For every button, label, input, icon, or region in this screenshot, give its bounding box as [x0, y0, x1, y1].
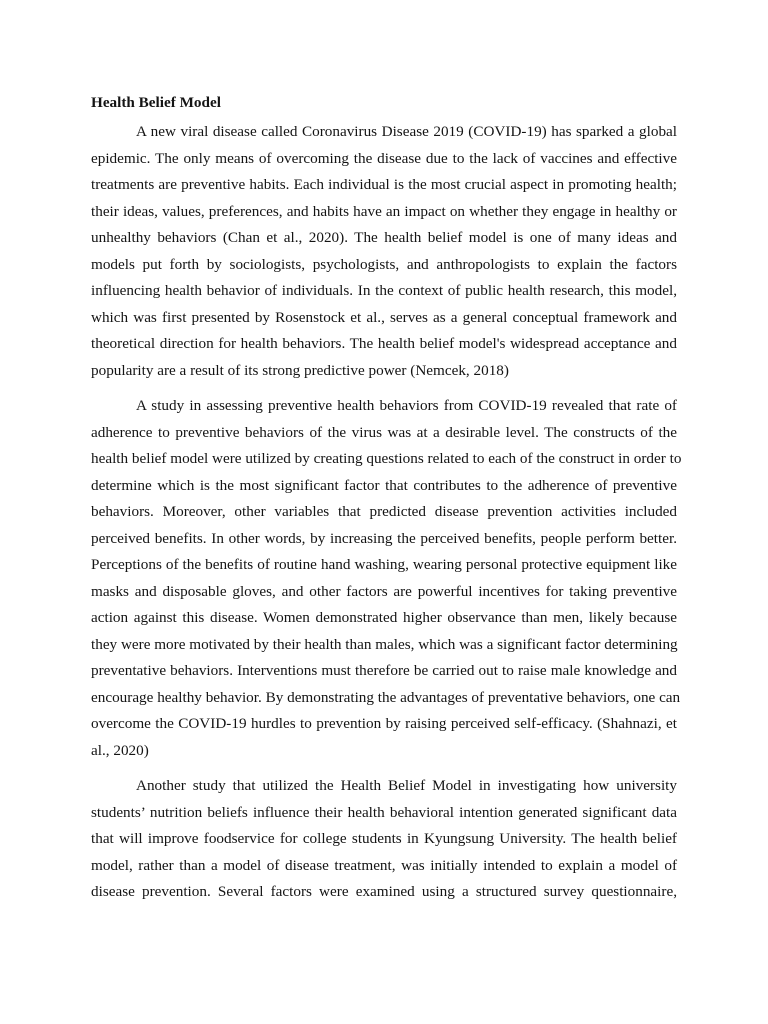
paragraph-line: A new viral disease called Coronavirus Disease 2019 (COVID-19) has sparked a global — [136, 123, 677, 140]
paragraph-line: A study in assessing preventive health behaviors from COVID-19 revealed that rate of — [136, 397, 677, 414]
paragraph-line: adherence to preventive behaviors of the virus was at a desirable level. The constructs of the — [91, 423, 677, 441]
paragraph-line: popularity are a result of its strong predictive power (Nemcek, 2018) — [91, 361, 509, 379]
paragraph-line: encourage healthy behavior. By demonstrating the advantages of preventative behaviors, one can — [91, 688, 681, 706]
paragraph-line: their ideas, values, preferences, and habits have an impact on whether they engage in healthy or — [91, 202, 677, 220]
paragraph-2 — [91, 393, 682, 764]
paragraph-line: treatments are preventive habits. Each individual is the most crucial aspect in promoting health; — [91, 176, 677, 193]
paragraph-line: Another study that utilized the Health Belief Model in investigating how university — [136, 777, 677, 794]
paragraph-line: model, rather than a model of disease treatment, was initially intended to explain a model of — [91, 856, 677, 874]
paragraph-line: theoretical direction for health behaviors. The health belief model's widespread acceptance and — [91, 335, 677, 352]
paragraph-line: perceived benefits. In other words, by increasing the perceived benefits, people perform better. — [91, 529, 677, 547]
paragraph-line: disease prevention. Several factors were examined using a structured survey questionnaire, — [91, 883, 677, 900]
paragraph-line: they were more motivated by their health than males, which was a significant factor determining — [91, 635, 678, 653]
paragraph-line: preventative behaviors. Interventions must therefore be carried out to raise male knowledge and — [91, 662, 677, 679]
paragraph-line: masks and disposable gloves, and other factors are powerful incentives for taking preventive — [91, 582, 677, 600]
paragraph-line: that will improve foodservice for college students in Kyungsung University. The health belief — [91, 830, 677, 847]
paragraph-line: epidemic. The only means of overcoming the disease due to the lack of vaccines and effective — [91, 149, 677, 167]
section-heading: Health Belief Model — [91, 94, 221, 111]
paragraph-line: overcome the COVID-19 hurdles to prevention by raising perceived self-efficacy. (Shahnazi, et — [91, 715, 677, 732]
paragraph-line: behaviors. Moreover, other variables that predicted disease prevention activities included — [91, 503, 677, 520]
paragraph-3 — [91, 773, 677, 906]
body-text — [91, 119, 682, 906]
paragraph-line: al., 2020) — [91, 741, 149, 759]
paragraph-line: students’ nutrition beliefs influence their health behavioral intention generated significant data — [91, 803, 677, 821]
paragraph-line: models put forth by sociologists, psychologists, and anthropologists to explain the factors — [91, 255, 677, 273]
paragraph-line: health belief model were utilized by creating questions related to each of the construct in order to — [91, 450, 682, 467]
paragraph-line: Perceptions of the benefits of routine hand washing, wearing personal protective equipment like — [91, 556, 677, 573]
paragraph-line: unhealthy behaviors (Chan et al., 2020). The health belief model is one of many ideas and — [91, 229, 677, 246]
paragraph-line: determine which is the most significant factor that contributes to the adherence of preventive — [91, 476, 677, 494]
paragraph-line: action against this disease. Women demonstrated higher observance than men, likely because — [91, 609, 677, 626]
paragraph-line: influencing health behavior of individuals. In the context of public health research, this model, — [91, 282, 677, 299]
paragraph-line: which was first presented by Rosenstock et al., serves as a general conceptual framework and — [91, 308, 677, 326]
document-page — [91, 93, 682, 915]
paragraph-1 — [91, 119, 677, 384]
